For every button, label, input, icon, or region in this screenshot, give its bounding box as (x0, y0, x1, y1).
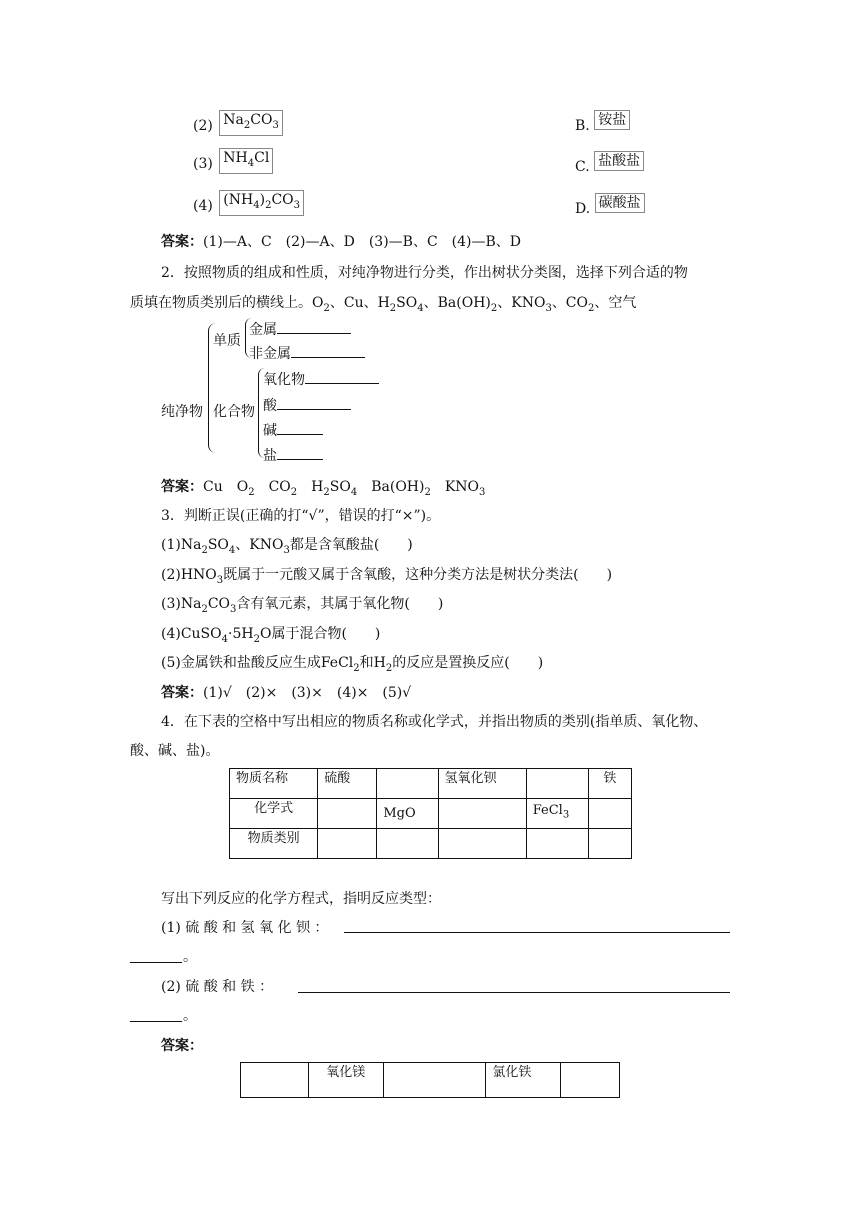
table-cell (526, 769, 588, 799)
table-row (230, 799, 632, 829)
category-box: 碳酸盐 (595, 193, 645, 213)
q4-text-line2: 酸、碱、盐)。 (130, 743, 220, 759)
table-cell (383, 1063, 486, 1098)
q2-answer: 答案：Cu $O_2$ $CO_2$ $H_2SO_4$ $Ba(OH)_2$ $KNO_3$ (161, 479, 486, 498)
q3-item-5: (5)金属铁和盐酸反应生成FeCl$_2$和$H_2$的反应是置换反应( ) (161, 655, 544, 674)
tree-nonmetal: 非金属 (249, 343, 365, 363)
category-box: 铵盐 (594, 110, 630, 130)
formula-box: $NH_4Cl$ (219, 148, 273, 174)
table-cell (438, 799, 526, 829)
q4-text-line1: 4．在下表的空格中写出相应的物质名称或化学式，并指出物质的类别(指单质、氧化物、 (161, 714, 708, 730)
item-number: (4) (193, 198, 213, 214)
q4-equation-2: (2) 硫 酸 和 铁 ： (161, 979, 274, 995)
table-cell: 物质名称 (230, 769, 318, 799)
q3-answer (161, 682, 411, 702)
category-box: 盐酸盐 (594, 151, 644, 171)
equation-1-blank (344, 932, 730, 933)
table-cell (588, 829, 631, 859)
q2-text-line2: 质填在物质类别后的横线上。$O_2$、Cu、$H_2SO_4$、$Ba(OH)_2$、$KNO_3$、$CO_2$、空气 (130, 295, 637, 314)
table-cell: 硫酸 (318, 769, 377, 799)
tree-metal: 金属 (249, 319, 351, 339)
table-row (241, 1063, 620, 1098)
item-number: (3) (193, 156, 213, 172)
q3-title: 3．判断正误(正确的打“√”，错误的打“×”)。 (161, 508, 441, 524)
period: 。 (183, 1008, 197, 1024)
table-cell: 氯化铁 (486, 1063, 561, 1098)
answer-label: 答案： (161, 685, 203, 701)
equation-2-blank (298, 992, 730, 993)
q2-text-line1: 2．按照物质的组成和性质，对纯净物进行分类，作出树状分类图，选择下列合适的物 (161, 265, 688, 281)
table-cell (318, 829, 377, 859)
q1-left-item-2 (193, 112, 283, 142)
table-cell (561, 1063, 620, 1098)
table-cell (588, 799, 631, 829)
q4-write-prompt: 写出下列反应的化学方程式，指明反应类型： (161, 891, 441, 907)
item-letter: C. (575, 159, 590, 175)
q3-item-4: $(4)CuSO_4\cdot 5H_2O$属于混合物( ) (161, 626, 381, 645)
answer-text: (1)√ (2)× (3)× (4)× (5)√ (203, 685, 412, 701)
table-cell: 物质类别 (230, 829, 318, 859)
equation-1-blank-cont (130, 962, 182, 963)
tree-compounds: 化合物 (213, 404, 255, 420)
table-cell: 化学式 (230, 799, 318, 829)
table-cell (377, 829, 438, 859)
tree-elements: 单质 (213, 333, 241, 349)
q3-item-1: $(1)Na_2SO_4$、$KNO_3$都是含氧酸盐( ) (161, 537, 413, 556)
table-cell (526, 829, 588, 859)
equation-2-blank-cont (130, 1021, 182, 1022)
item-letter: D. (575, 201, 591, 217)
q1-right-item-c (575, 153, 644, 177)
q3-item-2: $(2)HNO_3$既属于一元酸又属于含氧酸，这种分类方法是树状分类法( ) (161, 567, 613, 586)
table-cell (438, 829, 526, 859)
answer-label: 答案： (161, 479, 203, 495)
q1-left-item-4 (193, 192, 304, 222)
formula-box: $(NH_4)_2CO_3$ (219, 190, 304, 216)
q4-equation-1: (1) 硫 酸 和 氢 氧 化 钡 ： (161, 920, 329, 936)
table-cell: MgO (377, 799, 438, 829)
q3-item-3: $(3)Na_2CO_3$含有氧元素，其属于氧化物( ) (161, 596, 444, 615)
answer-text: (1)—A、C (2)—A、D (3)—B、C (4)—B、D (203, 234, 521, 250)
table-row (230, 829, 632, 859)
q1-right-item-b (575, 112, 630, 136)
table-cell (377, 769, 438, 799)
q1-answer (161, 231, 521, 251)
tree-oxide: 氧化物 (263, 369, 379, 389)
tree-base: 碱 (263, 420, 323, 440)
answer-label: 答案： (161, 234, 203, 250)
answer-table (240, 1062, 620, 1098)
table-row (230, 769, 632, 799)
table-cell: FeCl$_3$ (526, 799, 588, 829)
formula-box: $Na_2CO_3$ (219, 110, 283, 136)
tree-salt: 盐 (263, 445, 323, 465)
table-cell: 氧化镁 (308, 1063, 383, 1098)
item-letter: B. (575, 118, 590, 134)
q1-right-item-d (575, 195, 645, 219)
table-cell (318, 799, 377, 829)
q4-answer-label: 答案： (161, 1038, 203, 1054)
table-cell: 氢氧化钡 (438, 769, 526, 799)
item-number: (2) (193, 118, 213, 134)
period: 。 (183, 949, 197, 965)
substance-table (229, 768, 632, 859)
q1-left-item-3 (193, 150, 273, 180)
table-cell: 铁 (588, 769, 631, 799)
table-cell (241, 1063, 309, 1098)
tree-acid: 酸 (263, 395, 351, 415)
tree-root: 纯净物 (161, 404, 203, 420)
